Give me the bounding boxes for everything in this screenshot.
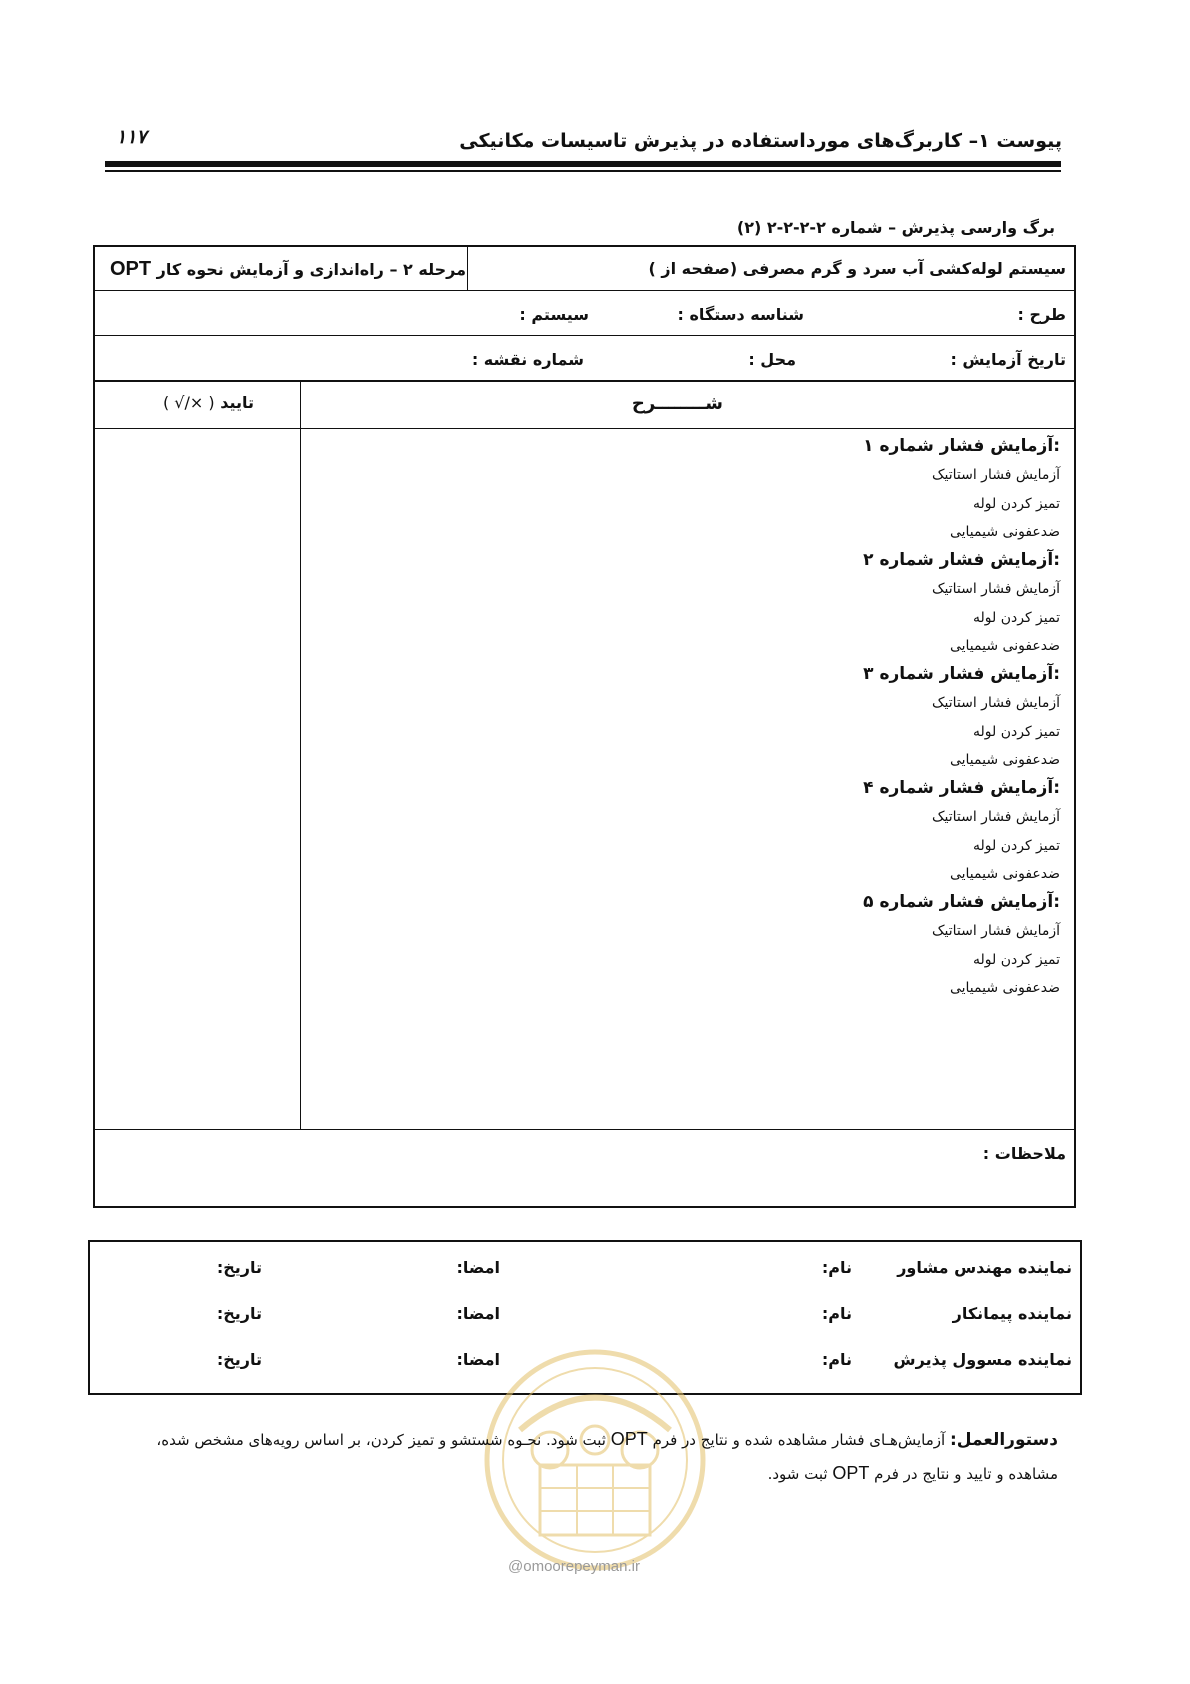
test-item: تمیز کردن لوله xyxy=(972,724,1060,740)
test-date-label: تاریخ آزمایش : xyxy=(950,350,1066,369)
instructions-label: دستورالعمل: xyxy=(949,1430,1058,1450)
form-title: برگ وارسی پذیرش – شماره ۲-۲-۲-۲ (۲) xyxy=(736,218,1055,237)
signature-name-label: نام: xyxy=(821,1258,852,1277)
approve-header-label: تایید xyxy=(220,393,254,412)
col-divider-stage xyxy=(467,247,468,290)
instructions xyxy=(110,1423,1058,1491)
row-divider-2 xyxy=(95,335,1074,336)
col-divider-approve xyxy=(300,380,301,1129)
stage-label-text: مرحله ۲ – راه‌اندازی و آزمایش نحوه کار xyxy=(156,260,466,279)
location-label: محل : xyxy=(748,350,796,369)
test-title: آزمایش فشار شماره ۳: xyxy=(863,664,1060,684)
test-title: آزمایش فشار شماره ۴: xyxy=(863,778,1060,798)
row-divider-4 xyxy=(95,428,1074,429)
instructions-code-1: OPT xyxy=(610,1429,648,1449)
signature-sign-label: امضا: xyxy=(456,1258,500,1277)
test-item: تمیز کردن لوله xyxy=(972,952,1060,968)
signature-date-label: تاریخ: xyxy=(216,1304,262,1323)
signature-name-label: نام: xyxy=(821,1304,852,1323)
row-divider-5 xyxy=(95,1129,1074,1130)
test-title: آزمایش فشار شماره ۲: xyxy=(863,550,1060,570)
test-item: ضدعفونی شیمیایی xyxy=(949,980,1060,996)
approve-marks: ( √/× ) xyxy=(162,393,215,412)
test-item: آزمایش فشار استاتیک xyxy=(931,467,1060,483)
test-item: ضدعفونی شیمیایی xyxy=(949,524,1060,540)
test-item: آزمایش فشار استاتیک xyxy=(931,809,1060,825)
test-item: تمیز کردن لوله xyxy=(972,610,1060,626)
signature-name-label: نام: xyxy=(821,1350,852,1369)
remarks-label: ملاحظات : xyxy=(982,1144,1066,1163)
header-rule-thin xyxy=(105,170,1061,172)
page-number: ۱۱۷ xyxy=(116,126,147,148)
test-item: تمیز کردن لوله xyxy=(972,496,1060,512)
signature-date-label: تاریخ: xyxy=(216,1258,262,1277)
row-divider-3 xyxy=(95,380,1074,382)
signature-role: نماینده مسوول پذیرش xyxy=(893,1350,1072,1369)
stage-code: OPT xyxy=(109,258,152,280)
test-item: آزمایش فشار استاتیک xyxy=(931,695,1060,711)
test-item: تمیز کردن لوله xyxy=(972,838,1060,854)
signature-role: نماینده مهندس مشاور xyxy=(897,1258,1072,1277)
signature-role: نماینده پیمانکار xyxy=(952,1304,1072,1323)
test-item: آزمایش فشار استاتیک xyxy=(931,581,1060,597)
header-rule-thick xyxy=(105,161,1061,167)
system-label: سیستم : xyxy=(519,305,589,324)
device-id-label: شناسه دستگاه : xyxy=(677,305,804,324)
instructions-text-1: آزمایش‌هـای فشار مشاهده شده و نتایج در فرم xyxy=(652,1431,946,1449)
test-title: آزمایش فشار شماره ۱: xyxy=(863,436,1060,456)
row-divider-1 xyxy=(95,290,1074,291)
instructions-text-3: ثبت شود. xyxy=(767,1465,828,1483)
test-item: ضدعفونی شیمیایی xyxy=(949,752,1060,768)
test-item: ضدعفونی شیمیایی xyxy=(949,638,1060,654)
test-item: آزمایش فشار استاتیک xyxy=(931,923,1060,939)
project-label: طرح : xyxy=(1017,305,1066,324)
description-header: شــــــــرح xyxy=(631,393,723,414)
system-title: سیستم لوله‌کشی آب سرد و گرم مصرفی (صفحه از ) xyxy=(648,259,1066,278)
stage-label xyxy=(110,258,466,281)
instructions-text-2: ثبت شود. نحـوه شستشو و تمیز کردن، بر اساس رویه‌های مشخص شده، مشاهده و تایید و نتایج در فرم xyxy=(156,1431,1058,1483)
signature-sign-label: امضا: xyxy=(456,1304,500,1323)
test-item: ضدعفونی شیمیایی xyxy=(949,866,1060,882)
watermark-url: @omoorepeyman.ir xyxy=(508,1558,640,1575)
signature-sign-label: امضا: xyxy=(456,1350,500,1369)
instructions-code-2: OPT xyxy=(832,1463,870,1483)
drawing-number-label: شماره نقشه : xyxy=(471,350,584,369)
approve-header xyxy=(163,393,254,412)
test-title: آزمایش فشار شماره ۵: xyxy=(863,892,1060,912)
test-list xyxy=(660,436,1060,996)
running-title: پیوست ۱– کاربرگ‌های مورداستفاده در پذیرش تاسیسات مکانیکی xyxy=(459,130,1062,152)
signature-date-label: تاریخ: xyxy=(216,1350,262,1369)
